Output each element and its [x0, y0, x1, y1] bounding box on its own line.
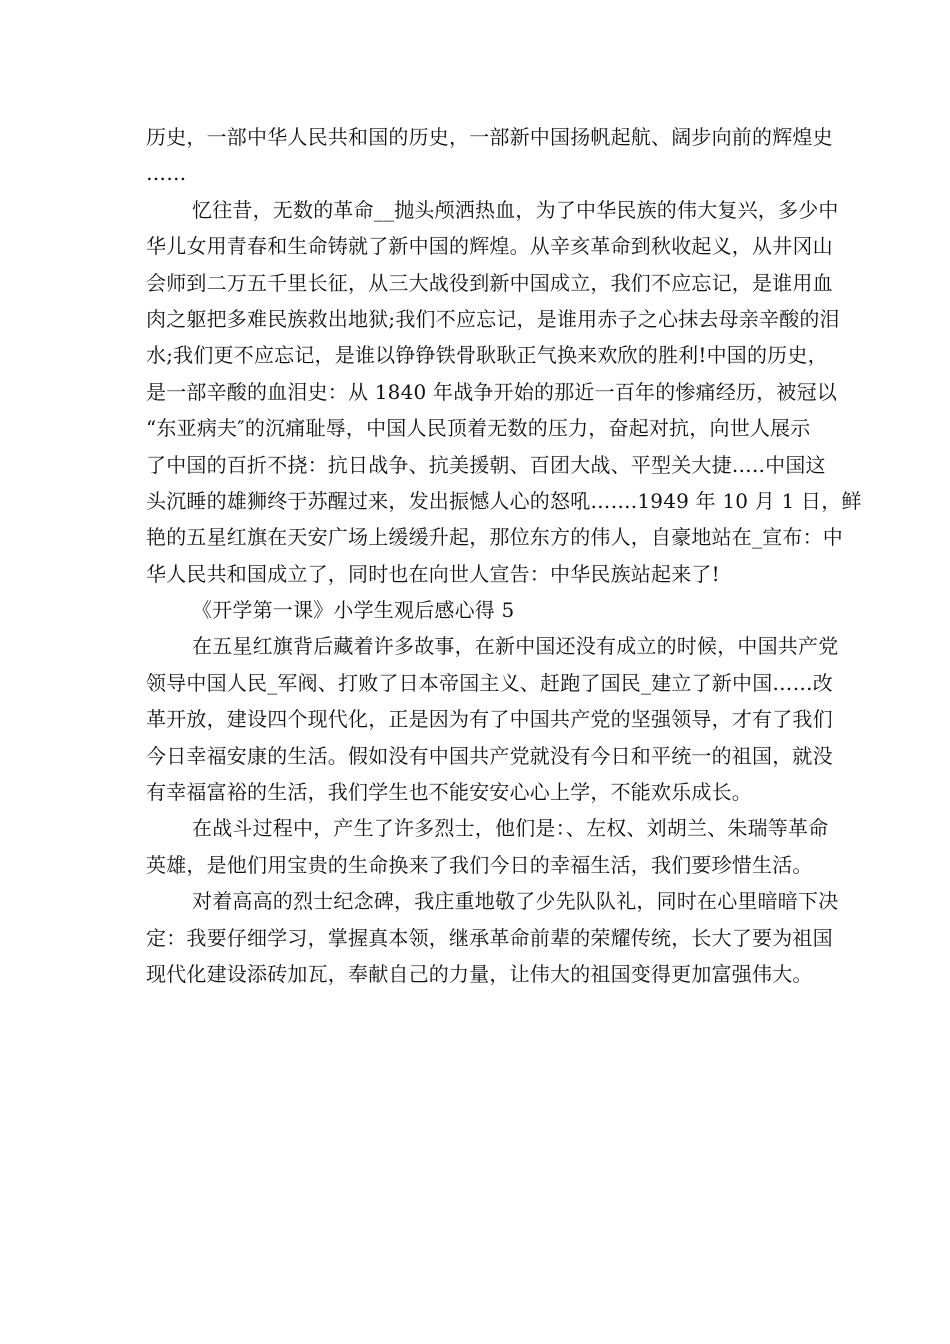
text-line: 是一部辛酸的血泪史：从 1840 年战争开始的那近一百年的惨痛经历，被冠以 [146, 379, 838, 404]
text-line: 领导中国人民_军阀、打败了日本帝国主义、赶跑了国民_建立了新中国……改 [146, 670, 833, 695]
text-line: 今日幸福安康的生活。假如没有中国共产党就没有今日和平统一的祖国，就没 [146, 743, 833, 768]
paragraph-start-line: 在五星红旗背后藏着许多故事，在新中国还没有成立的时候，中国共产党 [192, 634, 839, 659]
text-line: 有幸福富裕的生活，我们学生也不能安安心心上学，不能欢乐成长。 [146, 780, 752, 805]
paragraph-start-line: 对着高高的烈士纪念碑，我庄重地敬了少先队队礼，同时在心里暗暗下决 [192, 889, 839, 914]
text-line: 现代化建设添砖加瓦，奉献自己的力量，让伟大的祖国变得更加富强伟大。 [146, 961, 813, 986]
text-line: 水;我们更不应忘记，是谁以铮铮铁骨耿耿正气换来欢欣的胜利!中国的历史， [146, 343, 828, 368]
document-body [146, 119, 862, 992]
text-line: 历史，一部中华人民共和国的历史，一部新中国扬帆起航、阔步向前的辉煌史 [146, 125, 833, 149]
paragraph-start-line: 忆往昔，无数的革命__抛头颅洒热血，为了中华民族的伟大复兴，多少中 [192, 197, 839, 222]
text-line: 华人民共和国成立了，同时也在向世人宣告：中华民族站起来了! [146, 561, 720, 586]
text-line: “东亚病夫″的沉痛耻辱，中国人民顶着无数的压力，奋起对抗，向世人展示 [146, 416, 811, 441]
text-line: 革开放，建设四个现代化，正是因为有了中国共产党的坚强领导，才有了我们 [146, 707, 833, 732]
section-heading: 《开学第一课》小学生观后感心得 5 [192, 598, 515, 623]
text-line: 肉之躯把多难民族救出地狱;我们不应忘记，是谁用赤子之心抹去母亲辛酸的泪 [146, 306, 840, 331]
paragraph-start-line: 在战斗过程中，产生了许多烈士，他们是：、左权、刘胡兰、朱瑞等革命 [192, 816, 829, 841]
text-line: 头沉睡的雄狮终于苏醒过来，发出振憾人心的怒吼…….1949 年 10 月 1 日，鲜 [146, 488, 862, 513]
text-line: 会师到二万五千里长征，从三大战役到新中国成立，我们不应忘记，是谁用血 [146, 270, 833, 295]
text-line: 定：我要仔细学习，掌握真本领，继承革命前辈的荣耀传统，长大了要为祖国 [146, 925, 833, 950]
text-line: 了中国的百折不挠：抗日战争、抗美援朝、百团大战、平型关大捷…..中国这 [146, 452, 826, 477]
text-line: …… [146, 161, 187, 186]
text-line: 华儿女用青春和生命铸就了新中国的辉煌。从辛亥革命到秋收起义，从井冈山 [146, 234, 833, 259]
text-line: 英雄，是他们用宝贵的生命换来了我们今日的幸福生活，我们要珍惜生活。 [146, 852, 813, 877]
text-line: 艳的五星红旗在天安广场上缓缓升起，那位东方的伟人，自豪地站在_宣布：中 [146, 525, 843, 550]
